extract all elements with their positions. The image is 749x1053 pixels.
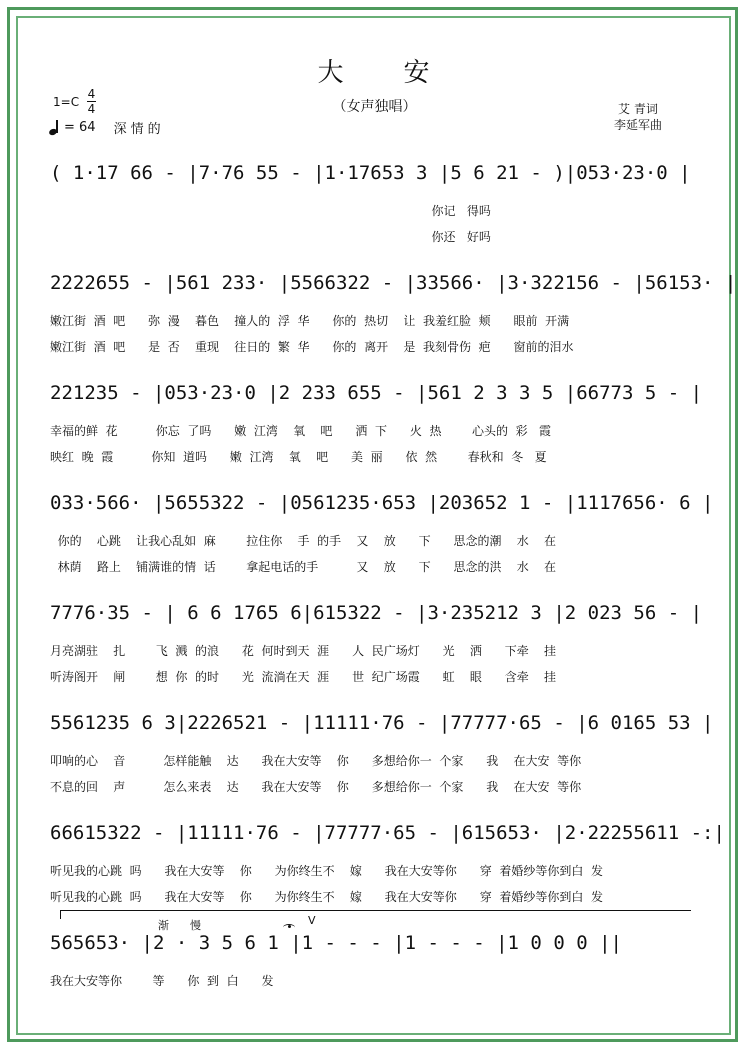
credits <box>614 101 662 133</box>
notes-line: 7776·35 - | 6 6 1765 6|615322 - |3·235212 3 |2 023 56 - | <box>50 602 703 624</box>
breath-mark: V <box>308 914 316 927</box>
title-char-1: 大 <box>317 58 346 88</box>
lyrics-verse-1: 嫩江街 酒 吧 弥 漫 暮色 撞人的 浮 华 你的 热切 让 我羞红脸 颊 眼前 开满 <box>50 314 570 328</box>
tempo-value: = 64 <box>64 120 96 135</box>
meter-top: 4 <box>87 87 96 101</box>
lyrics-verse-1: 我在大安等你 等 你 到 白 发 <box>50 974 274 988</box>
notes-line: 66615322 - |11111·76 - |77777·65 - |615653· |2·22255611 -:| <box>50 822 725 844</box>
lyrics-verse-1: 幸福的鲜 花 你忘 了吗 嫩 江湾 氧 吧 洒 下 火 热 心头的 彩 霞 <box>50 424 552 438</box>
lyrics-verse-2: 嫩江街 酒 吧 是 否 重现 往日的 繁 华 你的 离开 是 我刻骨伤 疤 窗前的泪水 <box>50 340 574 354</box>
notes-line: 033·566· |5655322 - |0561235·653 |203652 1 - |1117656· 6 | <box>50 492 714 514</box>
lyrics-verse-1: 月亮湖驻 扎 飞 溅 的浪 花 何时到天 涯 人 民广场灯 光 洒 下牵 挂 <box>50 644 556 658</box>
notes-line: 221235 - |053·23·0 |2 233 655 - |561 2 3 3 5 |66773 5 - | <box>50 382 703 404</box>
notes-line: 5561235 6 3|2226521 - |11111·76 - |77777·65 - |6 0165 53 | <box>50 712 714 734</box>
lyrics-verse-1: 叩响的心 音 怎样能触 达 我在大安等 你 多想给你一 个家 我 在大安 等你 <box>50 754 582 768</box>
lyrics-verse-2: 映红 晚 霞 你知 道吗 嫩 江湾 氧 吧 美 丽 依 然 春秋和 冬 夏 <box>50 450 547 464</box>
title-char-2: 安 <box>403 58 432 88</box>
lyrics-verse-1: 你的 心跳 让我心乱如 麻 拉住你 手 的手 又 放 下 思念的潮 水 在 <box>50 534 556 548</box>
lyrics-verse-2: 你还 好吗 <box>50 230 491 244</box>
lyrics-verse-1: 听见我的心跳 吗 我在大安等 你 为你终生不 嫁 我在大安等你 穿 着婚纱等你到白 发 <box>50 864 603 878</box>
lyrics-verse-2: 林荫 路上 铺满谁的情 话 拿起电话的手 又 放 下 思念的洪 水 在 <box>50 560 556 574</box>
time-signature <box>87 87 96 116</box>
rit-mark-1: 渐 <box>158 919 169 932</box>
lyrics-verse-2: 听涛阁开 闸 想 你 的时 光 流淌在天 涯 世 纪广场霞 虹 眼 含牵 挂 <box>50 670 556 684</box>
lyrics-verse-2: 听见我的心跳 吗 我在大安等 你 为你终生不 嫁 我在大安等你 穿 着婚纱等你到白 发 <box>50 890 603 904</box>
expression-mark: 深情的 <box>113 122 165 137</box>
rit-mark-2: 慢 <box>190 919 201 932</box>
composer: 李延军曲 <box>614 118 663 132</box>
subtitle: （女声独唱） <box>332 99 417 115</box>
lyricist: 艾 青词 <box>618 102 658 116</box>
ending-bracket <box>60 910 691 919</box>
notes-line: ( 1·17 66 - |7·76 55 - |1·17653 3 |5 6 21 - )|053·23·0 | <box>50 162 691 184</box>
meter-bottom: 4 <box>87 102 96 116</box>
key-signature: 1=C <box>53 95 80 109</box>
notes-line: 565653· |2 · 3 5 6 1 |1 - - - |1 - - - |1 0 0 0 || <box>50 932 622 954</box>
notes-line: 2222655 - |561 233· |5566322 - |33566· |3·322156 - |56153· | <box>50 272 737 294</box>
quarter-note-icon <box>49 121 61 135</box>
lyrics-verse-1: 你记 得吗 <box>50 204 491 218</box>
tempo-mark <box>49 118 165 137</box>
lyrics-verse-2: 不息的回 声 怎么来表 达 我在大安等 你 多想给你一 个家 我 在大安 等你 <box>50 780 582 794</box>
song-title <box>0 52 749 89</box>
